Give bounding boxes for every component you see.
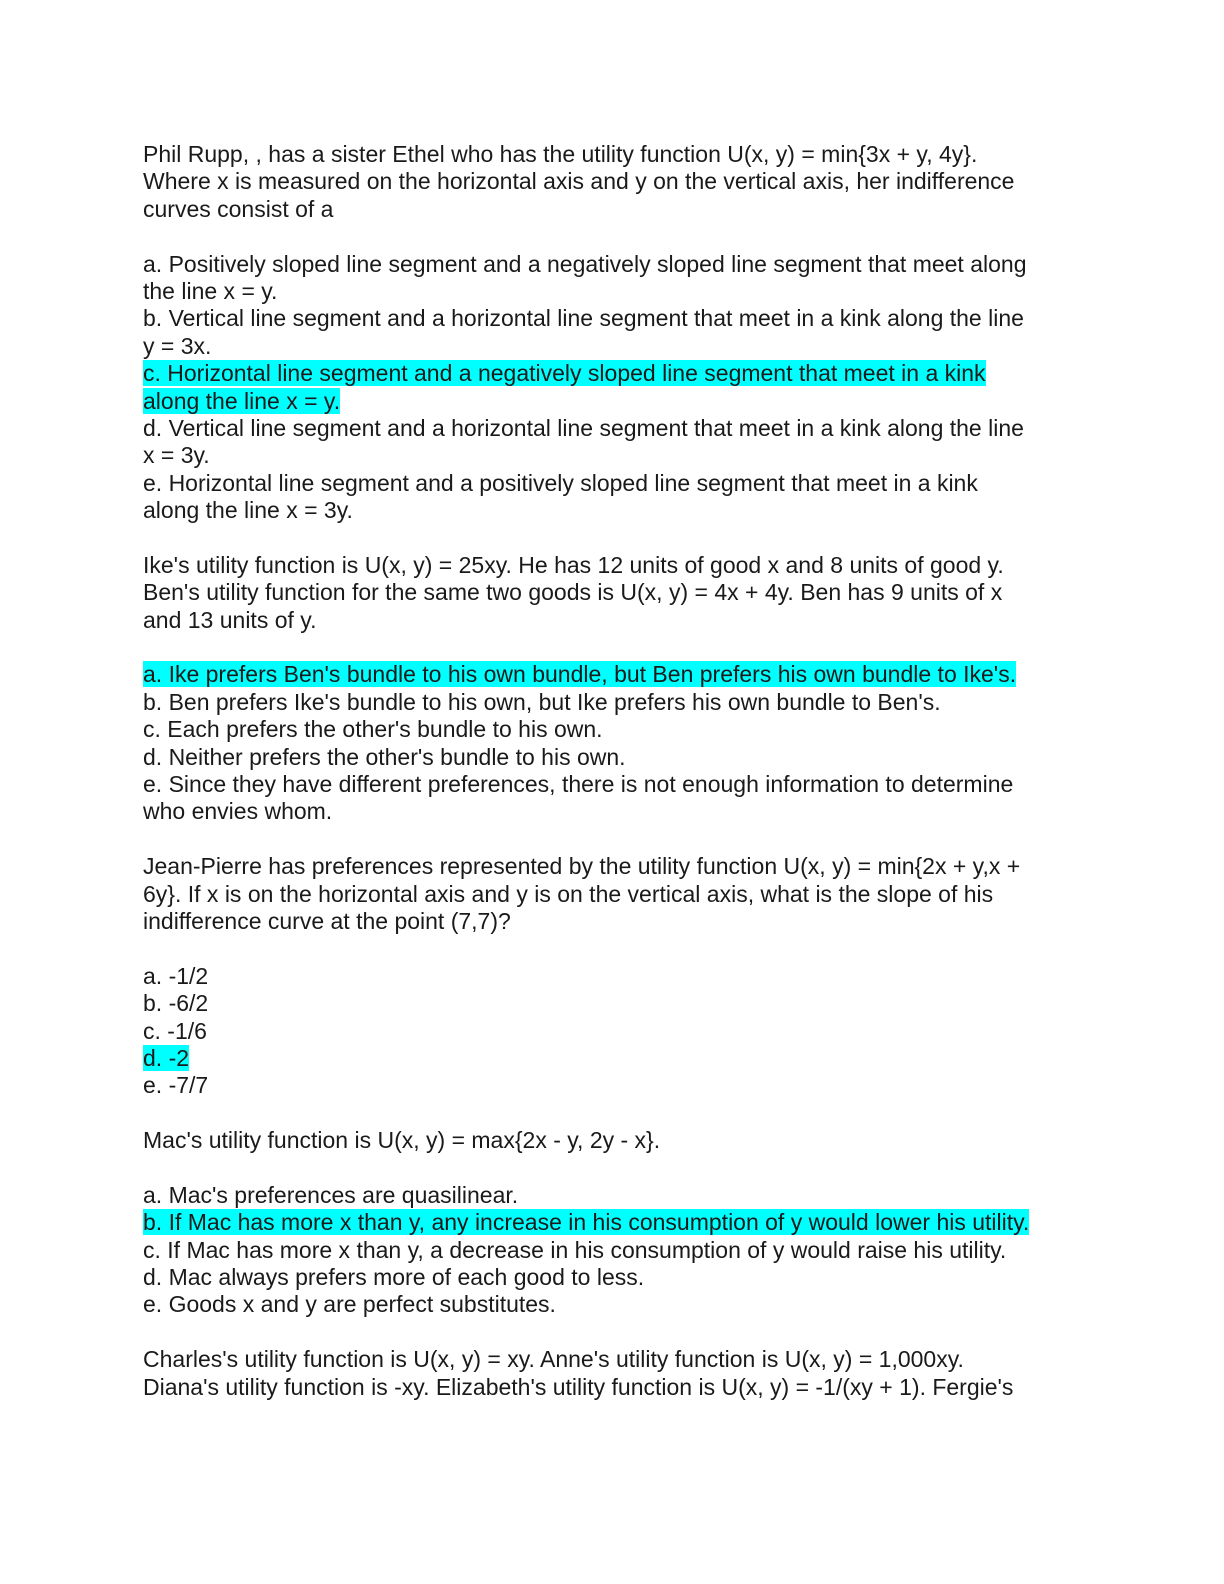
question-stem-line: and 13 units of y. — [143, 606, 317, 633]
answer-option-line — [143, 1209, 1073, 1236]
answer-option-text: d. Neither prefers the other's bundle to his own. — [143, 743, 626, 770]
question-stem-line: 6y}. If x is on the horizontal axis and y is on the vertical axis, what is the slope of his — [143, 880, 994, 907]
answer-option-line — [143, 771, 1073, 798]
question-stem — [143, 552, 1073, 634]
answer-option — [143, 771, 1073, 826]
answer-option-line — [143, 388, 1073, 415]
answer-option-text: d. Vertical line segment and a horizontal line segment that meet in a kink along the line — [143, 414, 1024, 441]
answer-option-line — [143, 744, 1073, 771]
answer-option-text: b. Ben prefers Ike's bundle to his own, but Ike prefers his own bundle to Ben's. — [143, 688, 941, 715]
answer-option — [143, 1291, 1073, 1318]
answer-option-text: e. Goods x and y are perfect substitutes. — [143, 1291, 556, 1318]
answer-options — [143, 963, 1073, 1100]
answer-option-line — [143, 470, 1073, 497]
answer-option — [143, 716, 1073, 743]
answer-option — [143, 1264, 1073, 1291]
answer-option — [143, 470, 1073, 525]
stem-options-spacer — [143, 1154, 1073, 1181]
answer-option-text: d. Mac always prefers more of each good to less. — [143, 1264, 645, 1291]
answer-option-line — [143, 798, 1073, 825]
answer-option-highlighted — [143, 360, 1073, 415]
answer-option-line — [143, 689, 1073, 716]
answer-option-text: b. -6/2 — [143, 990, 209, 1017]
question-stem — [143, 141, 1073, 223]
answer-option-text: the line x = y. — [143, 277, 278, 304]
answer-option-text: e. -7/7 — [143, 1072, 209, 1099]
answer-options — [143, 251, 1073, 525]
answer-option-text: along the line x = y. — [143, 387, 341, 414]
answer-option-line — [143, 442, 1073, 469]
answer-option — [143, 1237, 1073, 1264]
question-block — [143, 853, 1073, 1100]
answer-option — [143, 963, 1073, 990]
question-block — [143, 1127, 1073, 1319]
answer-option-text: a. Positively sloped line segment and a negatively sloped line segment that meet along — [143, 250, 1027, 277]
answer-option-text: y = 3x. — [143, 332, 212, 359]
question-stem-line: Where x is measured on the horizontal axis and y on the vertical axis, her indifference — [143, 168, 1015, 195]
document-page — [143, 141, 1073, 1401]
answer-option-highlighted — [143, 1209, 1073, 1236]
question-stem-line: Diana's utility function is -xy. Elizabeth's utility function is U(x, y) = -1/(xy + 1). Fergie's — [143, 1373, 1014, 1400]
question-stem-line: Ben's utility function for the same two goods is U(x, y) = 4x + 4y. Ben has 9 units of x — [143, 579, 1003, 606]
answer-option-highlighted — [143, 661, 1073, 688]
answer-option-line — [143, 963, 1073, 990]
answer-option — [143, 1018, 1073, 1045]
answer-option-line — [143, 1018, 1073, 1045]
answer-option-text: b. If Mac has more x than y, any increase in his consumption of y would lower his utility. — [143, 1209, 1030, 1236]
answer-option-highlighted — [143, 1045, 1073, 1072]
question-stem-line: Jean-Pierre has preferences represented by the utility function U(x, y) = min{2x + y,x + — [143, 853, 1021, 880]
question-stem-line: Ike's utility function is U(x, y) = 25xy. He has 12 units of good x and 8 units of good y. — [143, 551, 1004, 578]
question-block — [143, 552, 1073, 826]
answer-option-text: a. Mac's preferences are quasilinear. — [143, 1181, 519, 1208]
answer-option-line — [143, 360, 1073, 387]
question-spacer — [143, 826, 1073, 853]
answer-option-line — [143, 1182, 1073, 1209]
question-stem — [143, 1127, 1073, 1154]
question-stem-line: Mac's utility function is U(x, y) = max{2x - y, 2y - x}. — [143, 1127, 661, 1154]
answer-option — [143, 251, 1073, 306]
answer-option — [143, 744, 1073, 771]
answer-option-text: b. Vertical line segment and a horizontal line segment that meet in a kink along the line — [143, 305, 1024, 332]
answer-option-text: c. If Mac has more x than y, a decrease in his consumption of y would raise his utility. — [143, 1236, 1007, 1263]
stem-options-spacer — [143, 223, 1073, 250]
question-block — [143, 1346, 1073, 1401]
answer-option-line — [143, 278, 1073, 305]
answer-option-text: a. -1/2 — [143, 962, 209, 989]
answer-option — [143, 1072, 1073, 1099]
answer-option-line — [143, 1072, 1073, 1099]
answer-option-text: d. -2 — [143, 1044, 190, 1071]
answer-option-line — [143, 305, 1073, 332]
answer-option-line — [143, 990, 1073, 1017]
answer-option-text: c. Each prefers the other's bundle to his own. — [143, 716, 603, 743]
question-spacer — [143, 524, 1073, 551]
answer-option — [143, 689, 1073, 716]
answer-option-line — [143, 1291, 1073, 1318]
answer-option-line — [143, 497, 1073, 524]
question-spacer — [143, 1100, 1073, 1127]
answer-option — [143, 1182, 1073, 1209]
answer-option-line — [143, 1237, 1073, 1264]
question-stem-line: curves consist of a — [143, 195, 334, 222]
answer-option-text: c. -1/6 — [143, 1017, 207, 1044]
answer-option — [143, 305, 1073, 360]
answer-options — [143, 1182, 1073, 1319]
answer-option-line — [143, 251, 1073, 278]
question-stem-line: Phil Rupp, , has a sister Ethel who has the utility function U(x, y) = min{3x + y, 4y}. — [143, 141, 978, 167]
answer-option-line — [143, 661, 1073, 688]
answer-option-text: e. Since they have different preferences, there is not enough information to determine — [143, 770, 1014, 797]
answer-option-text: a. Ike prefers Ben's bundle to his own bundle, but Ben prefers his own bundle to Ike's. — [143, 661, 1017, 688]
question-stem — [143, 1346, 1073, 1401]
answer-option — [143, 415, 1073, 470]
question-stem — [143, 853, 1073, 935]
answer-option-line — [143, 1264, 1073, 1291]
answer-option-line — [143, 1045, 1073, 1072]
answer-option-text: x = 3y. — [143, 442, 210, 469]
answer-option-line — [143, 333, 1073, 360]
stem-options-spacer — [143, 935, 1073, 962]
answer-options — [143, 661, 1073, 825]
answer-option-text: along the line x = 3y. — [143, 497, 353, 524]
answer-option-line — [143, 415, 1073, 442]
answer-option-line — [143, 716, 1073, 743]
answer-option-text: c. Horizontal line segment and a negatively sloped line segment that meet in a kink — [143, 360, 986, 387]
question-spacer — [143, 1319, 1073, 1346]
answer-option — [143, 990, 1073, 1017]
stem-options-spacer — [143, 634, 1073, 661]
question-stem-line: indifference curve at the point (7,7)? — [143, 907, 511, 934]
question-block — [143, 141, 1073, 524]
answer-option-text: who envies whom. — [143, 798, 333, 825]
question-stem-line: Charles's utility function is U(x, y) = xy. Anne's utility function is U(x, y) = 1,000xy. — [143, 1346, 964, 1373]
answer-option-text: e. Horizontal line segment and a positively sloped line segment that meet in a kink — [143, 469, 978, 496]
